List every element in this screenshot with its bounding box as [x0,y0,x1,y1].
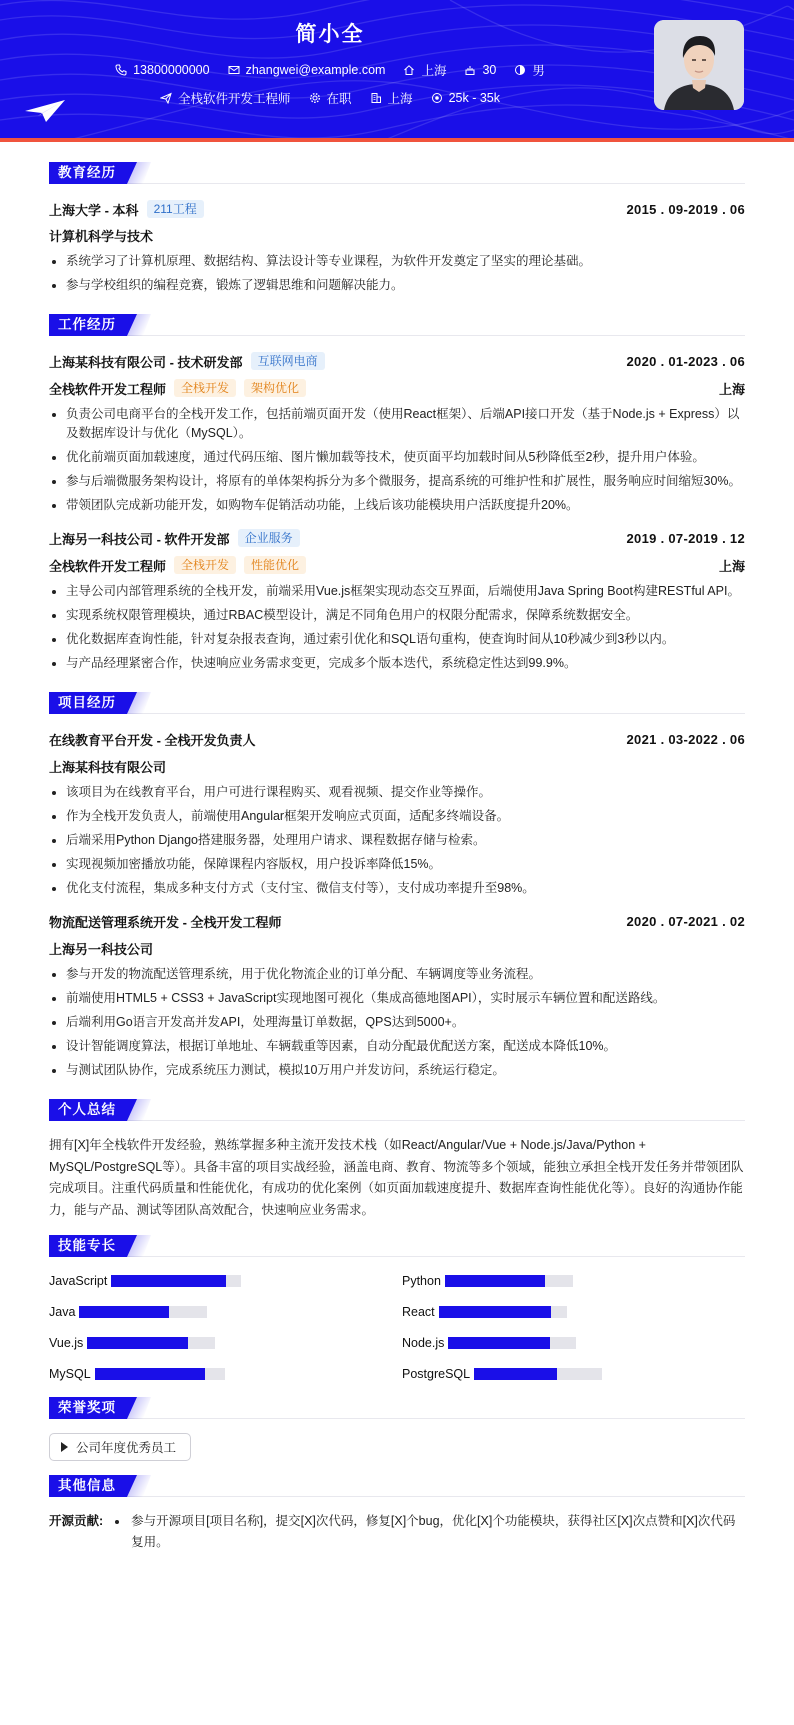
skill-fill [95,1368,206,1380]
email-info [228,63,386,77]
building-icon [370,92,382,104]
skill-bar [79,1306,207,1318]
skill-fill [474,1368,557,1380]
project-date: 2020 . 07-2021 . 02 [626,913,745,929]
phone-info [115,63,209,77]
education-row [49,198,745,220]
awards-section [49,1397,745,1461]
skill-bar [87,1337,215,1349]
skill-item [402,1333,702,1352]
project-company: 上海某科技有限公司 [49,759,167,775]
role-name: 全栈软件开发工程师 [49,381,167,397]
project-date: 2021 . 03-2022 . 06 [626,731,745,747]
work-entry [49,350,745,515]
job-row [0,89,660,107]
work-bullets [49,582,745,673]
skill-bar [448,1337,576,1349]
project-bullets [49,783,745,898]
skill-name: Java [49,1304,76,1319]
work-date: 2019 . 07-2019 . 12 [626,530,745,546]
industry-tag: 企业服务 [238,529,300,547]
gender-icon [514,64,526,76]
project-entry [49,910,745,1080]
section-header [49,692,745,714]
skill-name: Node.js [402,1335,445,1350]
list-item: 负责公司电商平台的全栈开发工作，包括前端页面开发（使用React框架）、后端API接口开发（基于Node.js + Express）以及数据库设计与优化（MySQL）。 [49,405,745,443]
section-header [49,1099,745,1121]
triangle-icon [61,1442,68,1452]
list-item: 后端利用Go语言开发高并发API，处理海量订单数据，QPS达到5000+。 [49,1013,745,1032]
skill-fill [448,1337,549,1349]
cake-icon [464,64,476,76]
skill-item [49,1333,402,1352]
status-info [309,89,352,107]
major-row [49,224,745,246]
list-item: 该项目为在线教育平台，用户可进行课程购买、观看视频、提交作业等操作。 [49,783,745,802]
section-title: 工作经历 [49,314,127,336]
education-bullets [49,252,745,295]
section-header [49,1475,745,1497]
list-item: 带领团队完成新功能开发，如购物车促销活动功能，上线后该功能模块用户活跃度提升20%。 [49,496,745,515]
section-title: 其他信息 [49,1475,127,1497]
city-text: 上海 [421,64,447,78]
work-bullets [49,405,745,515]
list-item: 系统学习了计算机原理、数据结构、算法设计等专业课程，为软件开发奠定了坚实的理论基础。 [49,252,745,271]
list-item: 参与学校组织的编程竞赛，锻炼了逻辑思维和问题解决能力。 [49,276,745,295]
skill-fill [439,1306,552,1318]
company-name: 上海另一科技公司 - 软件开发部 [49,531,230,547]
skill-fill [445,1275,545,1287]
skill-item [49,1302,402,1321]
section-header [49,314,745,336]
skill-name: JavaScript [49,1273,108,1288]
section-title: 技能专长 [49,1235,127,1257]
major-name: 计算机科学与技术 [49,228,154,244]
skill-name: Python [402,1273,441,1288]
award-item [49,1433,191,1461]
list-item: 与测试团队协作，完成系统压力测试，模拟10万用户并发访问，系统运行稳定。 [49,1061,745,1080]
skill-fill [87,1337,188,1349]
project-title-row [49,728,745,750]
section-title: 个人总结 [49,1099,127,1121]
salary-text: 25k - 35k [448,91,500,105]
role-tag: 全栈开发 [174,556,236,574]
section-header [49,1235,745,1257]
list-item: 作为全栈开发负责人，前端使用Angular框架开发响应式页面，适配多终端设备。 [49,807,745,826]
school-tag: 211工程 [147,200,204,218]
phone-text: 13800000000 [133,63,210,77]
mail-icon [228,64,240,76]
header-accent-line [0,138,794,142]
project-entry [49,728,745,898]
summary-section [49,1099,745,1221]
skill-name: MySQL [49,1366,91,1381]
section-title: 教育经历 [49,162,127,184]
role-row [49,554,745,576]
skills-grid [49,1271,745,1383]
city-info [403,61,446,79]
project-title: 物流配送管理系统开发 - 全栈开发工程师 [49,914,282,930]
list-item: 与产品经理紧密合作，快速响应业务需求变更，完成多个版本迭代，系统稳定性达到99.9%。 [49,654,745,673]
company-row [49,527,745,549]
industry-tag: 互联网电商 [251,352,325,370]
project-company-row [49,937,745,959]
skill-name: PostgreSQL [402,1366,471,1381]
skill-name: Vue.js [49,1335,84,1350]
email-text: zhangwei@example.com [245,63,386,77]
coin-icon [431,92,443,104]
list-item: 主导公司内部管理系统的全栈开发，前端采用Vue.js框架实现动态交互界面，后端使用Java Spring Boot构建RESTful API。 [49,582,745,601]
skill-bar [111,1275,241,1287]
skill-item [49,1364,402,1383]
skills-section [49,1235,745,1383]
target-city-info [370,89,413,107]
skill-item [49,1271,402,1290]
school-name: 上海大学 - 本科 [49,202,139,218]
skill-item [402,1364,702,1383]
section-title: 项目经历 [49,692,127,714]
status-text: 在职 [326,92,352,106]
section-title: 荣誉奖项 [49,1397,127,1419]
list-item: 前端使用HTML5 + CSS3 + JavaScript实现地图可视化（集成高德地图API），实时展示车辆位置和配送路线。 [49,989,745,1008]
home-icon [403,64,415,76]
gear-icon [309,92,321,104]
send-icon [160,92,172,104]
work-entry [49,527,745,673]
list-item: 设计智能调度算法，根据订单地址、车辆载重等因素，自动分配最优配送方案，配送成本降低10%。 [49,1037,745,1056]
resume-body [0,162,794,1553]
target-city-text: 上海 [387,92,413,106]
list-item: 优化前端页面加载速度，通过代码压缩、图片懒加载等技术，使页面平均加载时间从5秒降低至2秒，提升用户体验。 [49,448,745,467]
other-text: 参与开源项目[项目名称]，提交[X]次代码，修复[X]个bug，优化[X]个功能模块，获得社区[X]次点赞和[X]次代码复用。 [111,1511,745,1553]
skill-bar [445,1275,573,1287]
award-text: 公司年度优秀员工 [76,1441,177,1455]
phone-icon [115,64,127,76]
work-section [49,314,745,673]
education-date: 2015 . 09-2019 . 06 [626,201,745,217]
company-name: 上海某科技有限公司 - 技术研发部 [49,354,243,370]
other-label: 开源贡献: [49,1514,104,1528]
section-header [49,1397,745,1419]
role-name: 全栈软件开发工程师 [49,558,167,574]
resume-header [0,0,794,142]
skill-bar [474,1368,602,1380]
skill-bar [95,1368,225,1380]
project-title: 在线教育平台开发 - 全栈开发负责人 [49,732,256,748]
age-text: 30 [482,63,497,77]
role-tag: 全栈开发 [174,379,236,397]
work-date: 2020 . 01-2023 . 06 [626,353,745,369]
skill-bar [439,1306,567,1318]
list-item: 实现系统权限管理模块，通过RBAC模型设计，满足不同角色用户的权限分配需求，保障系统数据安全。 [49,606,745,625]
other-row [49,1511,745,1553]
gender-text: 男 [532,64,545,78]
list-item: 优化支付流程，集成多种支付方式（支付宝、微信支付等），支付成功率提升至98%。 [49,879,745,898]
education-section [49,162,745,295]
candidate-name: 简小全 [295,23,365,46]
age-info [464,63,496,77]
list-item: 参与开发的物流配送管理系统，用于优化物流企业的订单分配、车辆调度等业务流程。 [49,965,745,984]
gender-info [514,61,545,79]
project-title-row [49,910,745,932]
list-item: 优化数据库查询性能，针对复杂报表查询，通过索引优化和SQL语句重构，使查询时间从10秒减少到3秒以内。 [49,630,745,649]
skill-fill [111,1275,225,1287]
skill-item [402,1302,702,1321]
skill-fill [79,1306,169,1318]
avatar-portrait [654,20,744,110]
work-location: 上海 [718,558,745,574]
project-bullets [49,965,745,1080]
role-tag: 性能优化 [244,556,306,574]
other-section [49,1475,745,1553]
job-info [160,89,291,107]
avatar [654,20,744,110]
salary-info [431,91,500,105]
summary-text: 拥有[X]年全栈软件开发经验，熟练掌握多种主流开发技术栈（如React/Angular/Vue + Node.js/Java/Python + MySQL/PostgreSQL等）。具备丰富的项目实战经验，涵盖电商、教育、物流等多个领域，能独立承担全栈开发任务并带领团队完成项目。注重代码质量和性能优化，有成功的优化案例（如页面加载速度提升、数据库查询性能优化等）。良好的沟通协作能力，能与产品、测试等团队高效配合，快速响应业务需求。 [49,1138,744,1217]
job-text: 全栈软件开发工程师 [178,92,291,106]
list-item: 实现视频加密播放功能，保障课程内容版权，用户投诉率降低15%。 [49,855,745,874]
work-location: 上海 [718,381,745,397]
role-row [49,377,745,399]
role-tag: 架构优化 [244,379,306,397]
list-item: 参与后端微服务架构设计，将原有的单体架构拆分为多个微服务，提高系统的可维护性和扩展性，服务响应时间缩短30%。 [49,472,745,491]
company-row [49,350,745,372]
projects-section [49,692,745,1080]
skill-name: React [402,1304,435,1319]
project-company-row [49,755,745,777]
list-item: 后端采用Python Django搭建服务器，处理用户请求、课程数据存储与检索。 [49,831,745,850]
project-company: 上海另一科技公司 [49,941,154,957]
section-header [49,162,745,184]
skill-item [402,1271,702,1290]
contact-row [0,61,660,79]
